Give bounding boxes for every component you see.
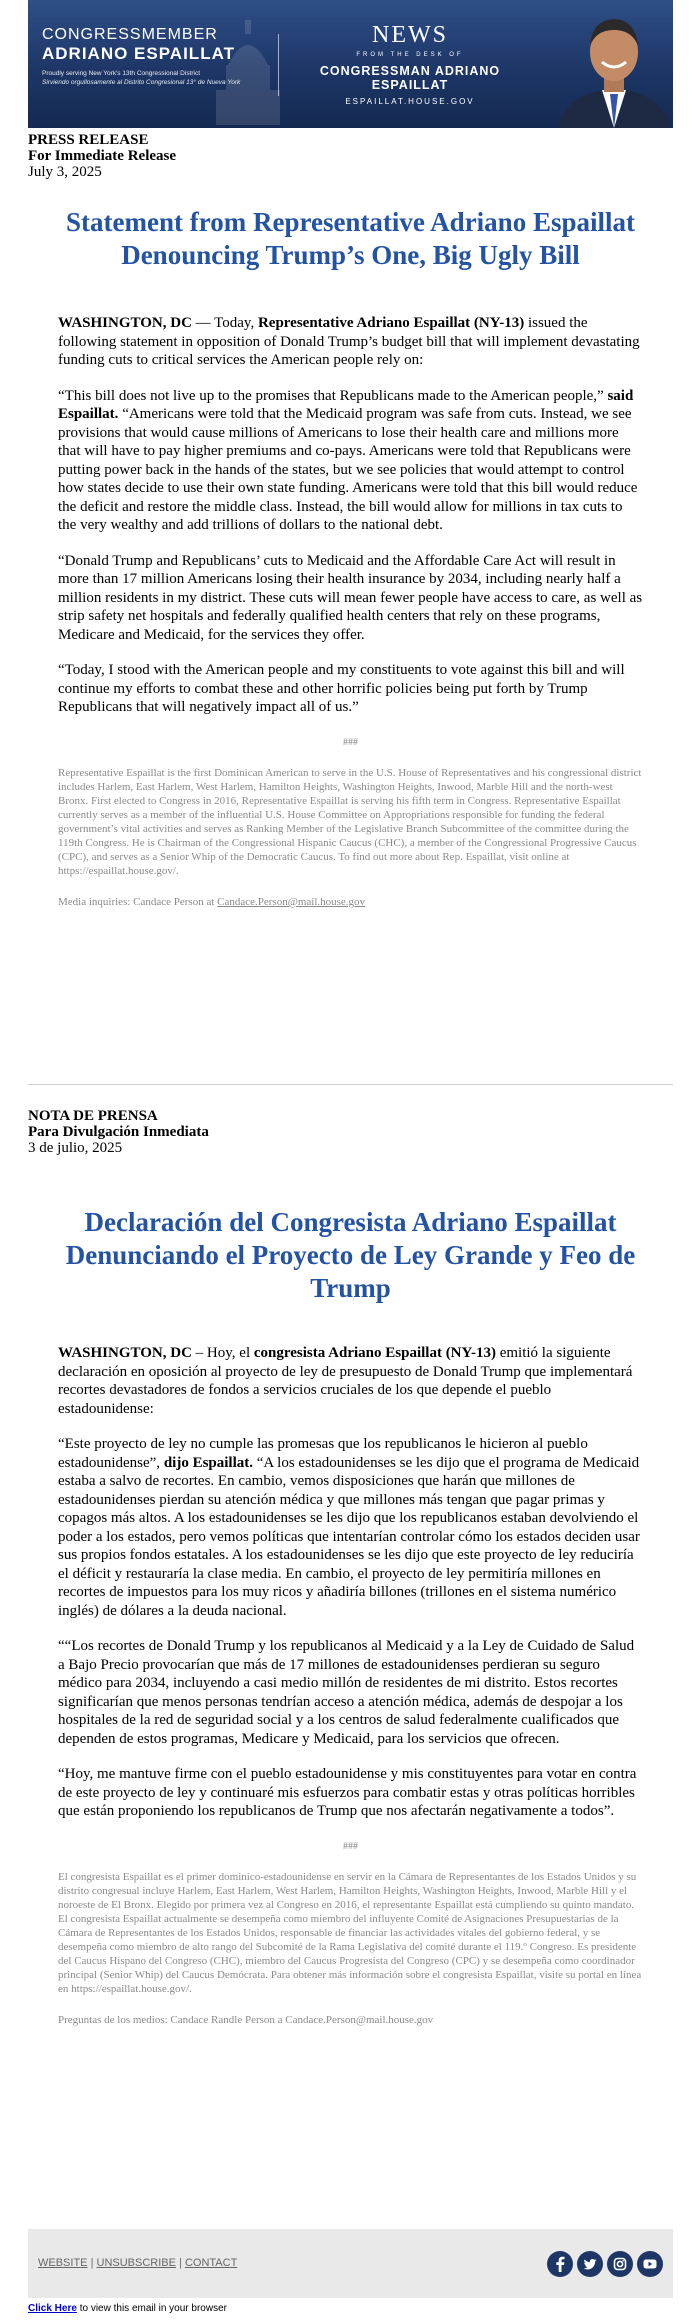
spanish-headline: Declaración del Congresista Adriano Espaillat Denunciando el Proyecto de Ley Grande y Feo de Trump: [65, 1207, 636, 1303]
facebook-icon[interactable]: [547, 2251, 573, 2277]
end-mark-es: ###: [343, 1840, 358, 1852]
inquiries-label: Media inquiries: Candace Person at: [58, 896, 218, 908]
footer-bar: [28, 2229, 673, 2298]
header-banner: [28, 0, 673, 128]
english-release-info: [28, 132, 673, 180]
english-paragraph-1: [58, 314, 643, 370]
click-here-link[interactable]: Click Here: [28, 2303, 77, 2314]
unsubscribe-link[interactable]: UNSUBSCRIBE: [96, 2257, 176, 2269]
english-media-inquiries: [58, 895, 643, 909]
release-date-es: 3 de julio, 2025: [28, 1140, 123, 1156]
press-release-label: PRESS RELEASE: [28, 132, 149, 148]
view-in-browser: [28, 2303, 227, 2314]
english-headline: Statement from Representative Adriano Espaillat Denouncing Trump’s One, Big Ugly Bill: [66, 207, 635, 270]
dateline-es: WASHINGTON, DC: [58, 1345, 192, 1361]
spanish-media-inquiries: Preguntas de los medios: Candace Randle Person a Candace.Person@mail.house.gov: [58, 2014, 434, 2026]
spanish-paragraph-2: [58, 1435, 643, 1620]
english-paragraph-3: “Donald Trump and Republicans’ cuts to Medicaid and the Affordable Care Act will result in more than 17 million Americans losing their health insurance by 2034, including nearly half a million residents in my district. These cuts will mean fewer people have access to care, as well as strip safety net hospitals and federally qualified health centers that rely on these programs, Medicare and Medicaid, for the services they offer.: [58, 552, 643, 643]
text-span: – Hoy, el: [191, 1345, 254, 1361]
from-desk-label: FROM THE DESK OF: [356, 52, 464, 58]
said-espaillat: said Espaillat.: [58, 387, 634, 422]
footer-links: [38, 2257, 237, 2269]
congressman-name-line: CONGRESSMAN ADRIANO ESPAILLAT: [319, 64, 501, 92]
dateline: WASHINGTON, DC: [58, 315, 192, 331]
congressmember-name: ADRIANO ESPAILLAT: [42, 44, 235, 63]
english-bio: Representative Espaillat is the first Dominican American to serve in the U.S. House of Representatives and his congressional district includes Harlem, East Harlem, West Harlem, Hamilton Heights, Washington Heights, Inwood, Marble Hill and the north-west Bronx. First elected to Congress in 2016, Representative Espaillat is serving his fifth term in Congress. Representative Espaillat currently serves as a member of the influential U.S. House Committee on Appropriations responsible for funding the federal government’s vital activities and serves as Ranking Member of the Legislative Branch Subcommittee of the committee during the 119th Congress. He is Chairman of the Congressional Hispanic Caucus (CHC), a member of the Congressional Progressive Caucus (CPC), and serves as a Senior Whip of the Democratic Caucus. To find out more about Rep. Espaillat, visit online at https://espaillat.house.gov/.: [58, 767, 642, 877]
congressmember-label: CONGRESSMEMBER: [42, 26, 218, 43]
social-icons: [547, 2251, 663, 2277]
congressman-portrait: [558, 6, 670, 128]
view-in-browser-text: to view this email in your browser: [76, 2303, 227, 2314]
spanish-paragraph-1: [58, 1344, 643, 1418]
link-separator: |: [175, 2257, 185, 2269]
section-divider: [28, 1084, 673, 1085]
banner-right-block: [290, 22, 530, 106]
english-paragraph-2: [58, 387, 643, 535]
said-espaillat-es: dijo Espaillat.: [163, 1454, 253, 1471]
text-span: “Este proyecto de ley no cumple las promesas que los republicanos le hicieron al pueblo estadounidense”,: [58, 1436, 588, 1471]
youtube-icon[interactable]: [637, 2251, 663, 2277]
text-span: — Today,: [191, 315, 258, 331]
representative-name-es: congresista Adriano Espaillat (NY-13): [253, 1345, 496, 1361]
banner-divider: [278, 34, 279, 96]
contact-link[interactable]: CONTACT: [184, 2257, 238, 2269]
banner-website: ESPAILLAT.HOUSE.GOV: [345, 97, 475, 106]
instagram-icon[interactable]: [607, 2251, 633, 2277]
tagline-english: Proudly serving New York's 13th Congressional District: [42, 70, 201, 77]
spanish-paragraph-3: ““Los recortes de Donald Trump y los republicanos al Medicaid y a la Ley de Cuidado de Salud a Bajo Precio provocarían que más de 17 millones de estadounidenses perdieran su seguro médico para 2034, incluyendo a casi medio millón de residentes de mi distrito. Estos recortes significarían que menos personas tendrían acceso a atención médica, además de despojar a los hospitales de la red de seguridad social y a los centros de salud federalmente cualificados que dependen de estos programas, Medicare y Medicaid, para los servicios que ofrecen.: [58, 1638, 635, 1747]
text-span: “A los estadounidenses se les dijo que el programa de Medicaid estaba a salvo de recortes. En cambio, vemos disposiciones que harán que millones de estadounidenses pierdan su atención médica y que millones más tengan que pagar primas y copagos más altos. A los estadounidenses se les dijo que los republicanos estaban devolviendo el poder a los estados, pero vemos políticas que intentarían controlar cómo los estados deciden usar sus propios fondos estatales. A los estadounidenses se les dijo que este proyecto de ley reduciría el déficit y restauraría la clase media. En cambio, el proyecto de ley permitiría millones en recortes de impuestos para los muy ricos y añadiría billones (trillones en el sistema numérico inglés) de dólares a la deuda nacional.: [58, 1454, 640, 1619]
press-release-label-es: NOTA DE PRENSA: [28, 1108, 158, 1124]
tagline-spanish: Sirviendo orgullosamente al Distrito Congresional 13° de Nueva York: [42, 79, 241, 86]
text-span: “This bill does not live up to the promises that Republicans made to the American people,”: [58, 387, 608, 404]
text-span: issued the following statement in opposition of Donald Trump’s budget bill that will implement devastating funding cuts to critical services the American people rely on:: [58, 315, 640, 368]
immediate-release-label: For Immediate Release: [28, 148, 177, 164]
immediate-release-label-es: Para Divulgación Inmediata: [28, 1124, 209, 1140]
spanish-paragraph-4: “Hoy, me mantuve firme con el pueblo estadounidense y mis constituyentes para votar en contra de este proyecto de ley y continuaré mis esfuerzos para combatir estas y otras políticas horribles que están proponiendo los republicanos de Trump que nos afectarán negativamente a todos”.: [58, 1766, 637, 1819]
end-mark: ###: [343, 736, 358, 748]
text-span: “Americans were told that the Medicaid program was safe from cuts. Instead, we see provisions that would cause millions of Americans to lose their health care and millions more that will have to pay higher premiums and co-pays. Americans were told that Republicans were putting power back in the hands of the states, but we see policies that would attempt to control how states decide to use their own state funding. Americans were told that this bill would reduce the deficit and restore the middle class. Instead, the bill would allow for millions in tax cuts to the very wealthy and add trillions of dollars to the national debt.: [58, 406, 638, 533]
spanish-body: [58, 1344, 643, 2027]
spanish-bio: El congresista Espaillat es el primer dominico-estadounidense en servir en la Cámara de Representantes de los Estados Unidos y su distrito congresual incluye Harlem, East Harlem, West Harlem, Hamilton Heights, Washington Heights, Inwood, Marble Hill y el noroeste de El Bronx. Elegido por primera vez al Congreso en 2016, el representante Espaillat está cumpliendo su quinto mandato. El congresista Espaillat actualmente se desempeña como miembro del influyente Comité de Asignaciones Presupuestarias de la Cámara de Representantes de los Estados Unidos, responsable de financiar las actividades vitales del gobierno federal, y se desempeña como miembro de alto rango del Subcomité de la Rama Legislativa del comité durante el 119.º Congreso. Es presidente del Caucus Hispano del Congreso (CHC), miembro del Caucus Progresista del Congreso (CPC) y se desempeña como coordinador principal (Senior Whip) del Caucus Demócrata. Para obtener más información sobre el congresista Espaillat, visite su portal en línea en https://espaillat.house.gov/.: [58, 1871, 642, 1995]
news-label: NEWS: [372, 22, 448, 48]
english-paragraph-4: “Today, I stood with the American people and my constituents to vote against this bill and will continue my efforts to combat these and other horrific policies being put forth by Trump Republicans that will negatively impact all of us.”: [58, 662, 625, 715]
banner-left-block: [42, 26, 272, 87]
spanish-release-info: [28, 1108, 673, 1156]
representative-name: Representative Adriano Espaillat (NY-13): [257, 315, 525, 331]
english-body: [58, 314, 643, 909]
inquiries-email-link[interactable]: Candace.Person@mail.house.gov: [217, 896, 366, 908]
link-separator: |: [87, 2257, 97, 2269]
text-span: emitió la siguiente declaración en oposición al proyecto de ley de presupuesto de Donald Trump que implementará recortes devastadores de fondos a servicios cruciales de los que depende el pueblo estadounidense:: [58, 1345, 633, 1417]
release-date: July 3, 2025: [28, 164, 102, 180]
twitter-icon[interactable]: [577, 2251, 603, 2277]
website-link[interactable]: WEBSITE: [38, 2257, 88, 2269]
